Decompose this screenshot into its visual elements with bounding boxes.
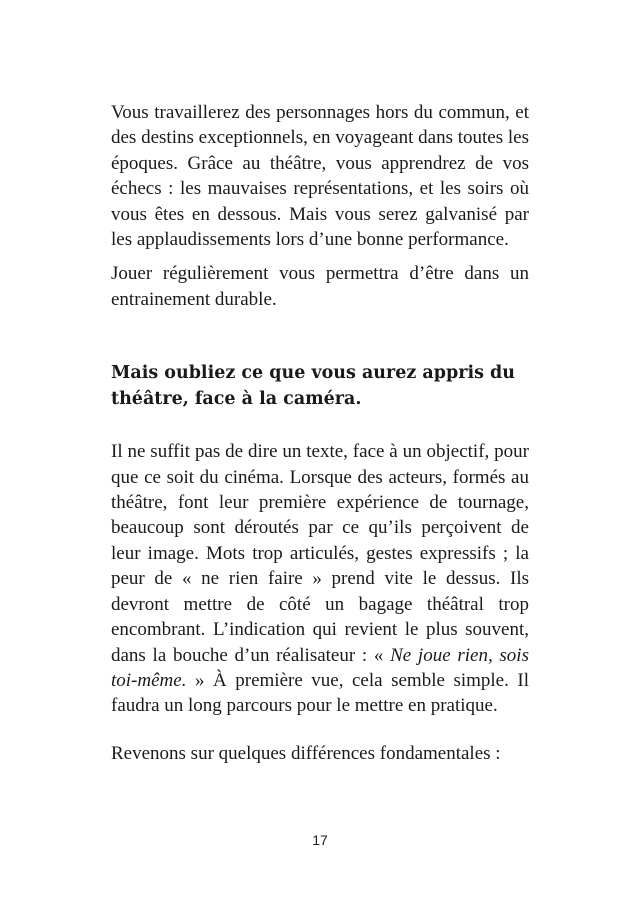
director-quote: Ne joue rien, sois toi-même. <box>111 644 529 691</box>
paragraph-regular-practice: Jouer régulièrement vous permettra d’être dans un entrainement durable. <box>111 263 529 310</box>
page-content <box>111 100 529 766</box>
paragraph-camera-text-end: » À première vue, cela semble simple. Il faudra un long parcours pour le mettre en pratique. <box>111 669 529 717</box>
section-heading <box>111 361 529 412</box>
section-heading-line1: Mais oubliez ce que vous aurez appris du <box>111 363 516 384</box>
paragraph-theatre-experience: Vous travaillerez des personnages hors du commun, et des destins exceptionnels, en voyageant dans toutes les époques. Grâce au théâtre, vous apprendrez de vos échecs : les mauvaises représentations, et les soirs où vous êtes en dessous. Mais vous serez galvanisé par les applaudissements lors d’une bonne performance. <box>111 102 529 251</box>
page-number: 17 <box>312 832 328 848</box>
paragraph-camera-text-start: Il ne suffit pas de dire un texte, face à un objectif, pour que ce soit du cinéma. Lorsque des acteurs, formés au théâtre, font leur première expérience de tournage, beaucoup sont déroutés par ce qu’ils perçoivent de leur image. Mots trop articulés, gestes expressifs ; la peur de « ne rien faire » prend vite le dessus. Ils devront mettre de côté un bagage théâtral trop encombrant. L’indication qui revient le plus souvent, dans la bouche d’un réalisateur : « <box>111 441 529 666</box>
paragraph-camera-difference <box>111 439 529 718</box>
paragraph-fundamental-differences: Revenons sur quelques différences fondamentales : <box>111 742 501 764</box>
section-heading-line2: théâtre, face à la caméra. <box>111 388 362 409</box>
